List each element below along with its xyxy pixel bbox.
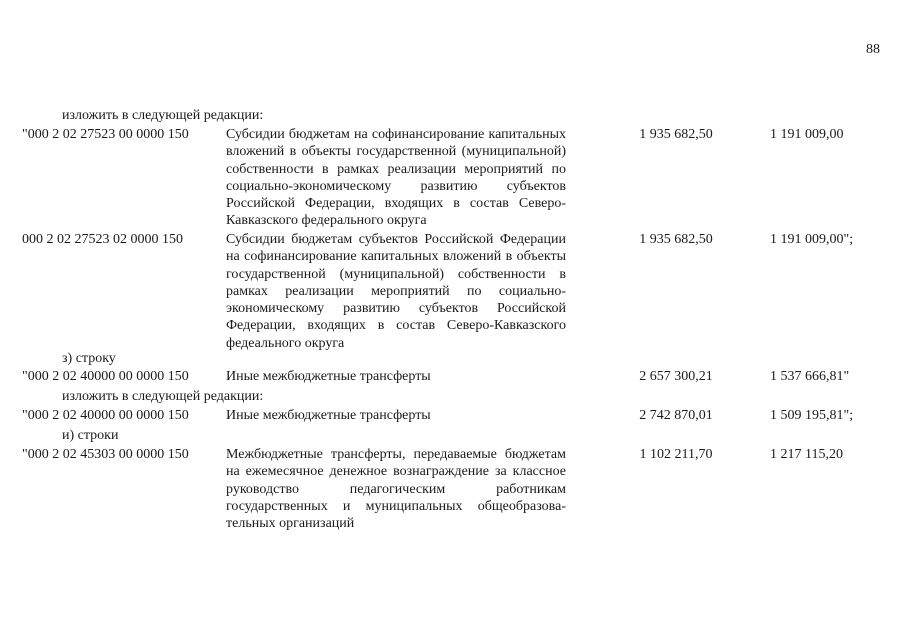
budget-code: 000 2 02 27523 02 0000 150 xyxy=(22,232,183,247)
value-column-2: 1 509 195,81"; xyxy=(770,408,854,423)
value-column-2: 1 191 009,00 xyxy=(770,127,844,142)
row-description: Иные межбюджетные трансферты xyxy=(226,369,431,384)
row-description: Субсидии бюджетам субъектов Российской Федерации на софинансирование капитальных вложений в объекты государственной (муниципальной) собственности в рамках реализации мероприятий по социально-экономическому развитию субъектов Российской Федерации, входящих в состав Северо-Кавказского федеального округа xyxy=(226,232,566,351)
row-description: Субсидии бюджетам на софинансирование капитальных вложений в объекты государственной (муниципальной) собственности в рамках реализации мероприятий по социально-экономическому развитию субъектов Российской Федерации, входящих в состав Северо-Кавказского федерального округа xyxy=(226,127,566,229)
row-description: Межбюджетные трансферты, передаваемые бюджетам на ежемесячное денежное вознаграждение за классное руководство педагогическим работникам государственных и муниципальных общеобразовательных организаций xyxy=(226,447,566,532)
budget-code: "000 2 02 40000 00 0000 150 xyxy=(22,369,189,384)
page-number: 88 xyxy=(866,42,880,57)
value-column-1: 2 657 300,21 xyxy=(639,369,713,384)
value-column-1: 2 742 870,01 xyxy=(639,408,713,423)
instruction-text: з) строку xyxy=(62,351,116,366)
value-column-2: 1 537 666,81" xyxy=(770,369,850,384)
instruction-text: изложить в следующей редакции: xyxy=(62,108,264,123)
budget-code: "000 2 02 27523 00 0000 150 xyxy=(22,127,189,142)
value-column-2: 1 191 009,00"; xyxy=(770,232,854,247)
instruction-text: и) строки xyxy=(62,428,119,443)
value-column-2: 1 217 115,20 xyxy=(770,447,843,462)
budget-code: "000 2 02 40000 00 0000 150 xyxy=(22,408,189,423)
instruction-text: изложить в следующей редакции: xyxy=(62,389,264,404)
budget-code: "000 2 02 45303 00 0000 150 xyxy=(22,447,189,462)
value-column-1: 1 102 211,70 xyxy=(639,447,713,462)
value-column-1: 1 935 682,50 xyxy=(639,127,713,142)
row-description: Иные межбюджетные трансферты xyxy=(226,408,431,423)
value-column-1: 1 935 682,50 xyxy=(639,232,713,247)
